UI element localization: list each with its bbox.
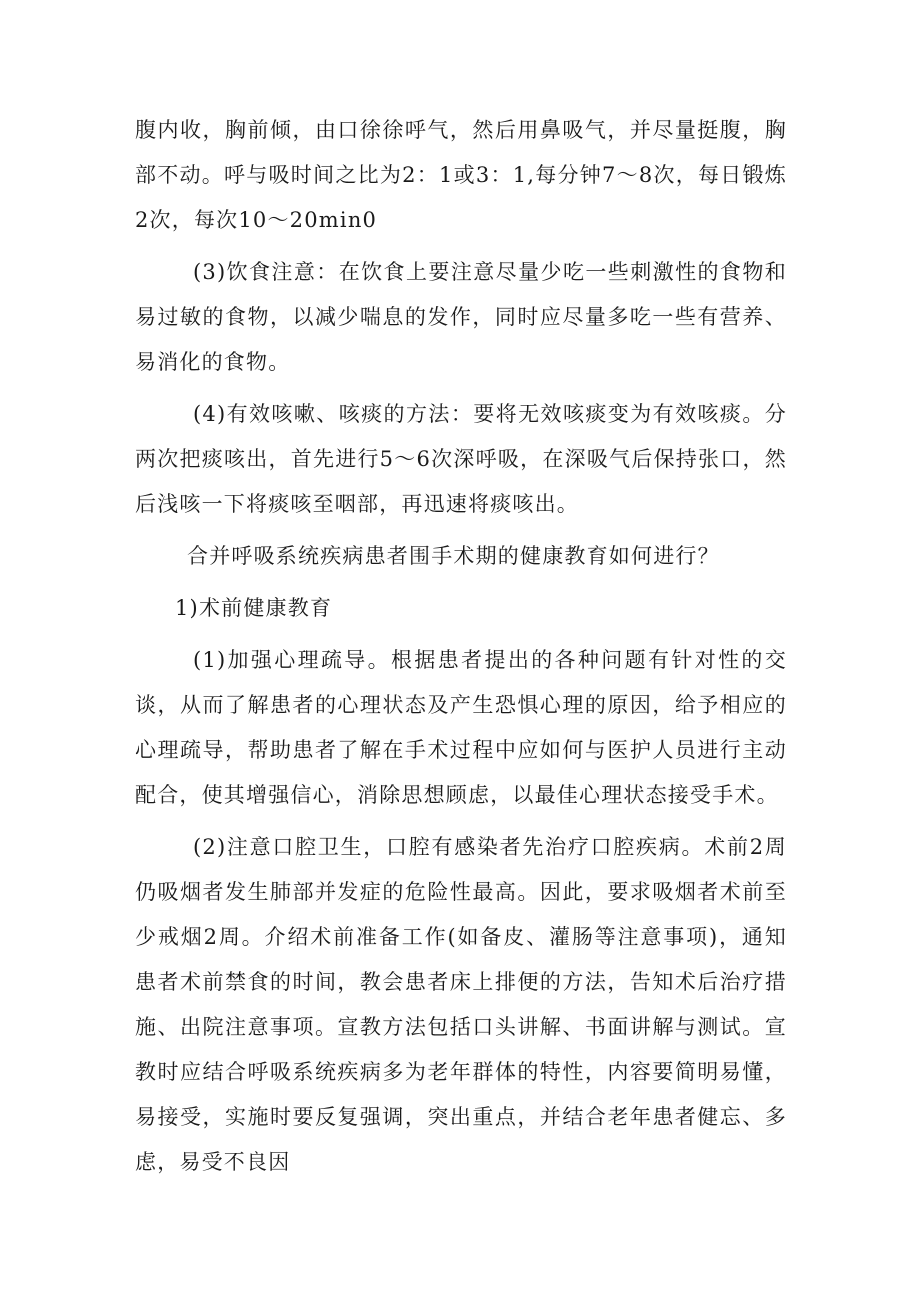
paragraph-effective-cough: (4)有效咳嗽、咳痰的方法：要将无效咳痰变为有效咳痰。分两次把痰咳出，首先进行5～6次深呼吸，在深吸气后保持张口，然后浅咳一下将痰咳至咽部，再迅速将痰咳出。 (135, 402, 787, 516)
document-body (135, 108, 787, 1192)
subsection-heading-preop: 1)术前健康教育 (175, 596, 333, 620)
paragraph-oral-hygiene: (2)注意口腔卫生，口腔有感染者先治疗口腔疾病。术前2周仍吸烟者发生肺部并发症的危险性最高。因此，要求吸烟者术前至少戒烟2周。介绍术前准备工作(如备皮、灌肠等注意事项)，通知患者术前禁食的时间，教会患者床上排便的方法，告知术后治疗措施、出院注意事项。宣教方法包括口头讲解、书面讲解与测试。宣教时应结合呼吸系统疾病多为老年群体的特性，内容要简明易懂，易接受，实施时要反复强调，突出重点，并结合老年患者健忘、多虑，易受不良因 (135, 835, 787, 1174)
paragraph-breathing-exercise: 腹内收，胸前倾，由口徐徐呼气，然后用鼻吸气，并尽量挺腹，胸部不动。呼与吸时间之比为2：1或3：1,每分钟7～8次，每日锻炼2次，每次10～20min0 (135, 118, 787, 232)
section-question-heading: 合并呼吸系统疾病患者围手术期的健康教育如何进行？ (187, 544, 720, 568)
paragraph-psychological-guidance: (1)加强心理疏导。根据患者提出的各种问题有针对性的交谈，从而了解患者的心理状态及产生恐惧心理的原因，给予相应的心理疏导，帮助患者了解在手术过程中应如何与医护人员进行主动配合，使其增强信心，消除思想顾虑，以最佳心理状态接受手术。 (135, 648, 787, 807)
paragraph-diet-notes: (3)饮食注意：在饮食上要注意尽量少吃一些刺激性的食物和易过敏的食物，以减少喘息的发作，同时应尽量多吃一些有营养、易消化的食物。 (135, 260, 787, 374)
